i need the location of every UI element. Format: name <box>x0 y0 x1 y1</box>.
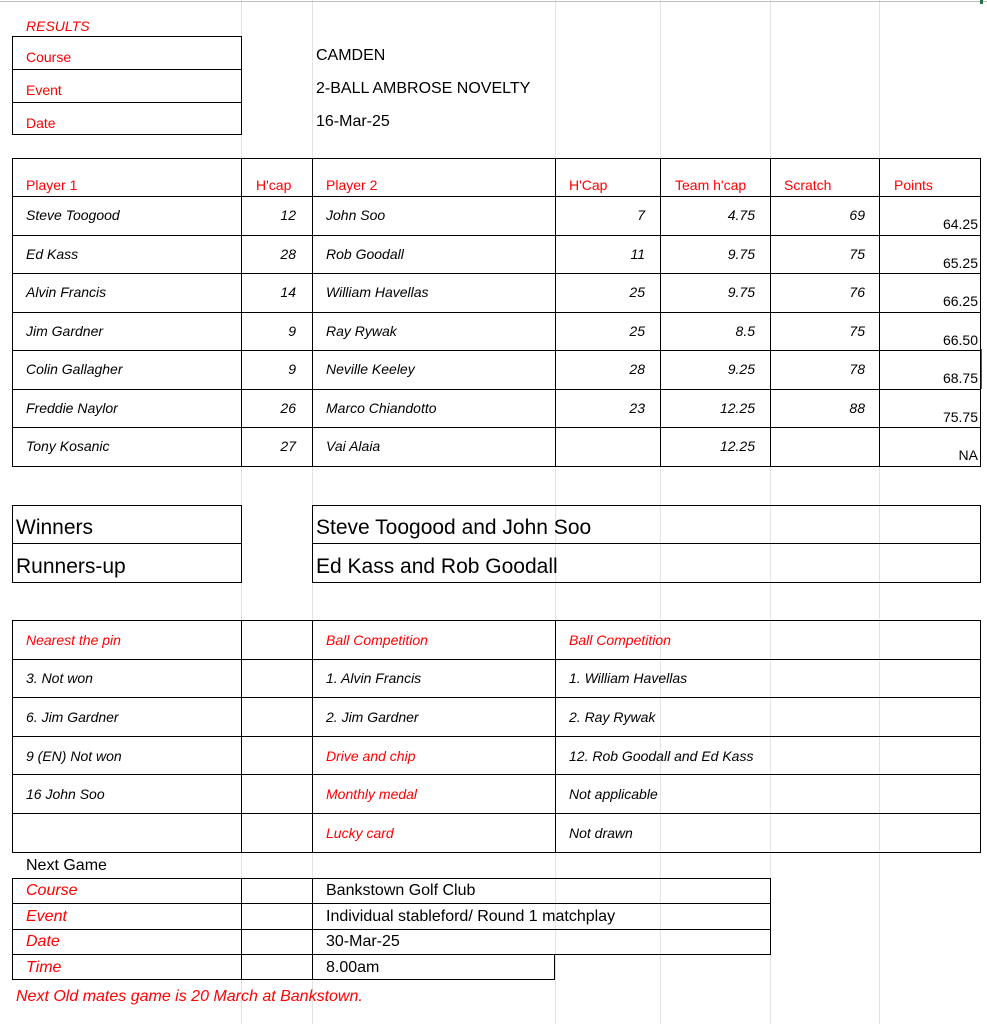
prize-row-1-col-3: 1. Alvin Francis <box>326 670 422 686</box>
prize-row-1-col-1: 3. Not won <box>26 670 93 686</box>
table-row-3-player2: William Havellas <box>326 284 429 300</box>
table-row-6-player1: Freddie Naylor <box>26 400 118 416</box>
prize-lucky-card-label: Lucky card <box>326 825 394 841</box>
table-row-3-scratch: 76 <box>849 284 865 300</box>
table-row-7-player1: Tony Kosanic <box>26 438 110 454</box>
table-row-5-points: 68.75 <box>942 370 978 386</box>
next-time-value: 8.00am <box>326 959 380 976</box>
cell-selection-indicator <box>980 0 983 4</box>
table-row-6-hcap2: 23 <box>629 400 645 416</box>
table-row-5-player1: Colin Gallagher <box>26 361 123 377</box>
table-row-1-player1: Steve Toogood <box>26 207 120 223</box>
next-course-value: Bankstown Golf Club <box>326 882 476 899</box>
header-hcap-1: H'cap <box>256 177 292 193</box>
prize-monthly-medal-value: Not applicable <box>569 786 658 802</box>
table-row-1-team: 4.75 <box>727 207 755 223</box>
table-row-5-hcap2: 28 <box>629 361 645 377</box>
results-date-label: Date <box>26 115 56 131</box>
header-hcap-2: H'Cap <box>569 177 608 193</box>
header-team-hcap: Team h'cap <box>675 177 747 193</box>
next-time-label: Time <box>26 959 62 976</box>
runners-up-value: Ed Kass and Rob Goodall <box>316 555 558 578</box>
runners-up-label: Runners-up <box>16 555 126 578</box>
table-row-6-points: 75.75 <box>942 409 978 425</box>
prize-ball-comp-heading-2: Ball Competition <box>569 632 671 648</box>
table-row-1-hcap2: 7 <box>637 207 645 223</box>
table-row-5-player2: Neville Keeley <box>326 361 415 377</box>
table-row-1-player2: John Soo <box>326 207 386 223</box>
table-row-6-scratch: 88 <box>849 400 865 416</box>
table-row-7-points: NA <box>958 447 978 463</box>
table-row-4-team: 8.5 <box>735 323 755 339</box>
results-event-value: 2-BALL AMBROSE NOVELTY <box>316 80 531 97</box>
table-row-4-player2: Ray Rywak <box>326 323 397 339</box>
table-row-3-team: 9.75 <box>727 284 755 300</box>
prize-ball-comp-heading-1: Ball Competition <box>326 632 428 648</box>
prize-drive-chip-label: Drive and chip <box>326 748 416 764</box>
table-row-2-player2: Rob Goodall <box>326 246 404 262</box>
table-row-1-hcap1: 12 <box>280 207 296 223</box>
next-course-label: Course <box>26 882 78 899</box>
results-event-label: Event <box>26 82 62 98</box>
prize-row-1-col-4: 1. William Havellas <box>569 670 688 686</box>
prize-row-2-col-4: 2. Ray Rywak <box>569 709 656 725</box>
table-row-5-hcap1: 9 <box>288 361 296 377</box>
table-row-3-hcap2: 25 <box>629 284 645 300</box>
table-row-4-player1: Jim Gardner <box>26 323 104 339</box>
table-row-4-scratch: 75 <box>849 323 865 339</box>
table-row-7-player2: Vai Alaia <box>326 438 381 454</box>
next-date-value: 30-Mar-25 <box>326 933 400 950</box>
table-row-6-hcap1: 26 <box>280 400 296 416</box>
table-row-4-hcap2: 25 <box>629 323 645 339</box>
prize-row-2-col-3: 2. Jim Gardner <box>326 709 419 725</box>
table-row-4-hcap1: 9 <box>288 323 296 339</box>
table-row-3-hcap1: 14 <box>280 284 296 300</box>
prize-lucky-card-value: Not drawn <box>569 825 633 841</box>
header-player-2: Player 2 <box>326 177 378 193</box>
next-game-heading: Next Game <box>26 857 107 874</box>
next-game-note: Next Old mates game is 20 March at Bankstown. <box>16 988 363 1005</box>
winners-value: Steve Toogood and John Soo <box>316 516 592 539</box>
prize-nearest-pin-heading: Nearest the pin <box>26 632 121 648</box>
results-date-value: 16-Mar-25 <box>316 113 390 130</box>
table-row-2-scratch: 75 <box>849 246 865 262</box>
prize-drive-chip-value: 12. Rob Goodall and Ed Kass <box>569 748 754 764</box>
table-row-2-points: 65.25 <box>942 255 978 271</box>
header-player-1: Player 1 <box>26 177 78 193</box>
table-row-6-player2: Marco Chiandotto <box>326 400 437 416</box>
table-row-5-team: 9.25 <box>727 361 755 377</box>
prize-row-4-col-1: 16 John Soo <box>26 786 105 802</box>
table-row-5-scratch: 78 <box>849 361 865 377</box>
table-row-2-hcap2: 11 <box>630 246 645 262</box>
table-row-6-team: 12.25 <box>719 400 755 416</box>
header-scratch: Scratch <box>784 177 832 193</box>
table-row-7-team: 12.25 <box>719 438 755 454</box>
winners-label: Winners <box>16 516 94 539</box>
table-row-3-player1: Alvin Francis <box>26 284 107 300</box>
next-date-label: Date <box>26 933 60 950</box>
results-heading: RESULTS <box>26 18 90 34</box>
next-event-value: Individual stableford/ Round 1 matchplay <box>326 908 616 925</box>
table-row-2-hcap1: 28 <box>280 246 296 262</box>
table-row-3-points: 66.25 <box>942 293 978 309</box>
table-row-1-points: 64.25 <box>942 216 978 232</box>
prize-row-3-col-1: 9 (EN) Not won <box>26 748 122 764</box>
table-row-2-player1: Ed Kass <box>26 246 79 262</box>
results-course-value: CAMDEN <box>316 47 386 64</box>
prize-row-2-col-1: 6. Jim Gardner <box>26 709 119 725</box>
results-course-label: Course <box>26 49 72 65</box>
header-points: Points <box>894 177 933 193</box>
next-event-label: Event <box>26 908 67 925</box>
prize-monthly-medal-label: Monthly medal <box>326 786 418 802</box>
table-row-1-scratch: 69 <box>849 207 865 223</box>
table-row-4-points: 66.50 <box>942 332 978 348</box>
table-row-7-hcap1: 27 <box>280 438 296 454</box>
table-row-2-team: 9.75 <box>727 246 755 262</box>
